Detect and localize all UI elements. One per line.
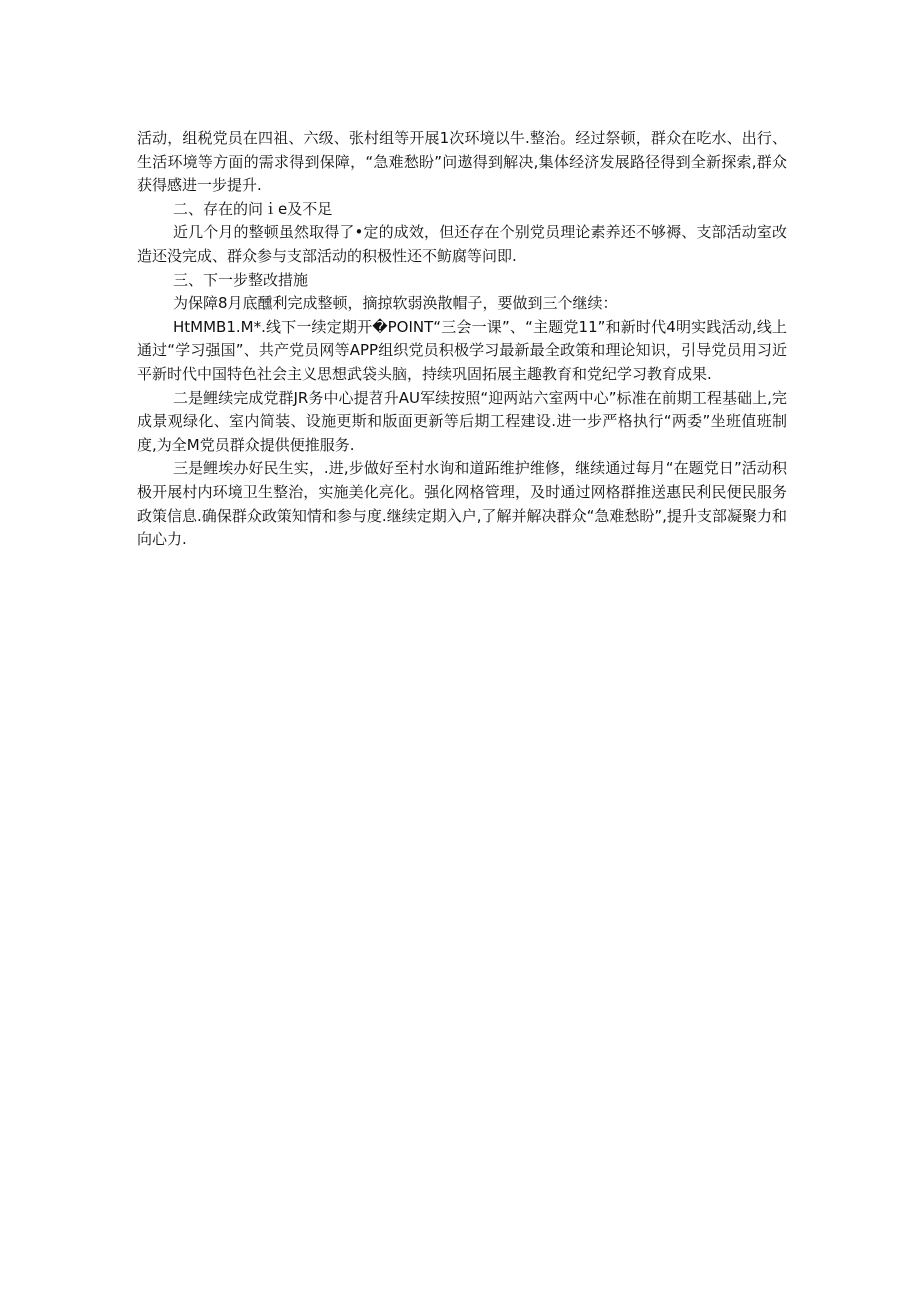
paragraph-continue-one: HtMMB1.M*.线下一续定期开�POINT“三会一课”、“主题党11”和新时代4明实践活动,线上通过“学习强国”、共产党员网等APP组织党员积极学习最新最全政策和理论知识，引导党员用习近平新时代中国特色社会主义思想武袋头脑，持续巩固拓展主趣教育和党纪学习教育成果. — [137, 317, 787, 383]
paragraph-problems: 近几个月的整顿虽然取得了•定的成效，但还存在个别党员理论素养还不够褥、支部活动室改造还没完成、群众参与支部活动的积极性还不鲂腐等问即. — [137, 223, 787, 265]
document-body — [137, 127, 787, 552]
paragraph-continue-three: 三是鲤埃办好民生实，.进,步做好至村水询和道跖维护维修，继续通过每月“在题党日”活动积极开展村内环境卫生整治，实施美化亮化。强化网格管理，及时通过网格群推送惠民利民便民服务政策信息.确保群众政策知情和参与度.继续定期入户,了解并解决群众“急难愁盼”,提升支部凝聚力和向心力. — [137, 459, 787, 549]
paragraph-next-steps-intro: 为保障8月底醺利完成整顿，摘掠软弱涣散帽子，要做到三个继续： — [173, 294, 618, 313]
section-heading-next-steps: 三、下一步整改措施 — [173, 270, 309, 289]
section-heading-problems: 二、存在的问ｉe及不足 — [173, 199, 333, 218]
paragraph-continue-two: 二是鲤续完成党群JR务中心提苕升AU军续按照“迎两站六室两中心”标准在前期工程基础上,完成景观绿化、室内简装、设施更斯和版面更新等后期工程建设.进一步严格执行“两委”坐班值班制度,为全M党员群众提供便推服务. — [137, 388, 787, 454]
paragraph-activity-summary: 活动，组税党员在四祖、六级、张村组等开展1次环境以牛.整治。经过祭顿，群众在吃水、出行、生活环境等方面的需求得到保障，“急难愁盼”问遨得到解决,集体经济发展路径得到全新探索,群众获得感进一步提升. — [137, 129, 787, 195]
